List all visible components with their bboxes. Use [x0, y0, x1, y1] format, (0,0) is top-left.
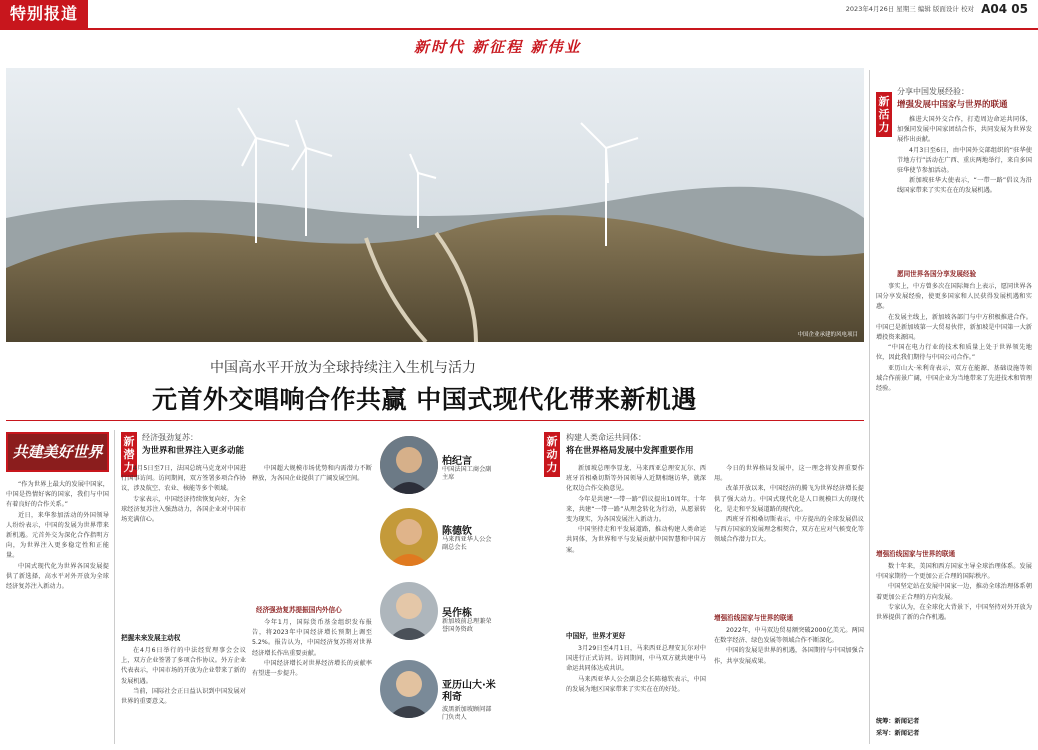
paragraph: 新加坡总理李显龙、马来西亚总理安瓦尔、西班牙首相桑切斯等外国领导人近期相继访华，就深化双边合作交换意见。: [566, 465, 706, 493]
paragraph: 4月5日至7日，法国总统马克龙对中国进行国事访问。访问期间，双方签署多项合作协议，涉及航空、农业、核能等多个领域。: [121, 465, 246, 493]
paragraph: 当前，国际社会正日益认识到中国发展对世界的重要意义。: [121, 687, 246, 706]
paragraph: “作为世界上最大的发展中国家，中国是热情好客的国家，我们与中国有着良好的合作关系。”: [6, 481, 109, 509]
paragraph: 事实上，中方曾多次在国际舞台上表示，愿同世界各国分享发展经验，使更多国家和人民获得发展机遇和实惠。: [876, 283, 1032, 311]
paragraph: 今日的世界格局发展中，这一理念将发挥重要作用。: [714, 465, 864, 483]
portrait-avatar: [380, 582, 438, 640]
photo-caption: 中国企业承建的风电项目: [797, 332, 858, 338]
momentum-title: 将在世界格局发展中发挥重要作用: [566, 446, 694, 456]
right-section-heading-2: 增强沿线国家与世界的联通: [876, 550, 956, 558]
paragraph: 3月29日至4月1日，马来西亚总理安瓦尔对中国进行正式访问。访问期间，中马双方就共建中马命运共同体达成共识。: [566, 645, 706, 673]
date-line: 2023年4月26日 星期三 编辑 版面设计 校对: [845, 5, 974, 13]
paragraph: 中国超大规模市场优势和内需潜力不断释放，为各国企业提供了广阔发展空间。: [252, 465, 372, 483]
paragraph: 专家表示，中国经济持续恢复向好，为全球经济复苏注入强劲动力，各国企业对中国市场充满信心。: [121, 495, 246, 524]
paragraph: 在4月6日举行的中法经贸理事会会议上，双方企业签署了多项合作协议。外方企业代表表示，中国市场的开放为企业带来了新的发展机遇。: [121, 647, 246, 685]
right-body: [897, 115, 1032, 267]
paragraph: 2022年，中马双边贸易额突破2000亿美元。两国在数字经济、绿色发展等领域合作不断深化。: [714, 627, 864, 645]
column-divider: [114, 430, 115, 744]
person-icon: [380, 508, 438, 566]
paragraph: 4月3日至6日，由中国外交部组织的“驻华使节地方行”活动在广西、重庆两地举行，来自多国驻华使节参加活动。: [897, 146, 1032, 175]
portrait-avatar: [380, 660, 438, 718]
potential-body-c: [121, 646, 246, 744]
momentum-body-a: [566, 464, 706, 622]
paragraph: 中国经济增长对世界经济增长的贡献率有望进一步提升。: [252, 659, 372, 678]
person-title: 中国法国工商会副主席: [442, 466, 492, 481]
wind-farm-image: [6, 68, 864, 342]
person-name: 陈德钦: [442, 526, 472, 537]
page-number: A04 05: [981, 2, 1028, 16]
paragraph: 近日，来华参加活动的外国领导人纷纷表示，中国的发展为世界带来新机遇。元首外交为深化合作指明方向，为世界注入更多稳定性和正能量。: [6, 511, 109, 560]
paragraph: 数十年来，美国和西方国家主导全球治理体系。发展中国家期待一个更加公正合理的国际秩序。: [876, 563, 1032, 581]
portrait-avatar: [380, 508, 438, 566]
person-name: 吴作栋: [442, 608, 472, 619]
left-body: [6, 480, 109, 742]
paragraph: 推进大国外交合作，打造周边命运共同体，加强同发展中国家团结合作，共同发展为世界发展作出贡献。: [897, 116, 1032, 144]
masthead: [0, 0, 1038, 30]
paragraph: 马来西亚华人公会副总会长陈德钦表示，中国的发展为地区国家带来了实实在在的好处。: [566, 675, 706, 693]
paragraph: 中国坚定站在发展中国家一边，推动全球治理体系朝着更加公正合理的方向发展。: [876, 583, 1032, 601]
column-divider: [869, 70, 870, 744]
paragraph: 中国的发展是世界的机遇，各国期待与中国加强合作，共享发展成果。: [714, 647, 864, 665]
momentum-kicker: 构建人类命运共同体：: [566, 433, 646, 442]
momentum-section-heading: 中国好，世界才更好: [566, 632, 626, 640]
section-tag: 特别报道: [0, 0, 88, 28]
potential-section-heading: 把握未来发展主动权: [121, 634, 181, 642]
potential-section-heading-2: 经济强劲复苏提振国内外信心: [256, 606, 342, 614]
paragraph: 新加坡驻华大使表示，“一带一路”倡议为沿线国家带来了实实在在的发展机遇。: [897, 177, 1032, 195]
paragraph: 中国式现代化为世界各国发展提供了新选择，高水平对外开放为全球经济复苏注入新动力。: [6, 562, 109, 591]
reporter-credit: 采写：新闻记者: [876, 730, 920, 737]
person-title: 马来西亚华人公会副总会长: [442, 536, 492, 551]
potential-title: 为世界和世界注入更多动能: [142, 446, 245, 456]
headline-rule: [6, 420, 864, 421]
right-kicker: 分享中国发展经验：: [897, 87, 969, 96]
person-icon: [380, 660, 438, 718]
campaign-logo: 共建美好世界: [6, 432, 109, 472]
tag-new-vitality: 新活力: [876, 92, 892, 137]
potential-kicker: 经济强劲复苏：: [142, 433, 198, 442]
paragraph: 西班牙首相桑切斯表示，中方提出的全球发展倡议与西方国家的发展理念相契合，双方在应对气候变化等领域合作潜力巨大。: [714, 516, 864, 544]
momentum-body-b: [566, 644, 706, 744]
person-name: 亚历山大·米利奇: [442, 680, 496, 703]
paragraph: 中国坚持走和平发展道路，推动构建人类命运共同体，为世界和平与发展贡献中国智慧和中国方案。: [566, 526, 706, 554]
potential-body-b: [252, 464, 372, 626]
paragraph: 专家认为，在全球化大背景下，中国坚持对外开放为世界提供了新的合作机遇。: [876, 603, 1032, 622]
momentum-body-c: [714, 464, 864, 606]
person-name: 柏纪言: [442, 456, 472, 467]
paragraph: “中国在电力行业的技术和质量上处于世界领先地位，因此我们期待与中国公司合作。”: [876, 344, 1032, 362]
right-body-2: [876, 282, 1032, 544]
right-title: 增强发展中国家与世界的联通: [897, 100, 1008, 110]
paragraph: 今年1月，国际货币基金组织发布报告，将2023年中国经济增长预期上调至5.2%。报告认为，中国经济复苏将对世界经济增长作出重要贡献。: [252, 619, 372, 657]
calligraphy-slogan: 新时代 新征程 新伟业: [414, 38, 582, 56]
paragraph: 今年是共建“一带一路”倡议提出10周年。十年来，共建“一带一路”从理念转化为行动，从愿景转变为现实，为各国发展注入新动力。: [566, 495, 706, 524]
person-icon: [380, 582, 438, 640]
editor-credit: 统筹：新闻记者: [876, 718, 920, 725]
masthead-rule: [0, 28, 1038, 30]
lead-photo: [6, 68, 864, 342]
right-section-heading: 愿同世界各国分享发展经验: [897, 270, 977, 278]
portrait-avatar: [380, 436, 438, 494]
right-body-3: [876, 562, 1032, 712]
potential-body-a: [121, 464, 246, 626]
tag-new-potential: 新潜力: [121, 432, 137, 477]
lead-headline: 元首外交唱响合作共赢 中国式现代化带来新机遇: [152, 385, 697, 414]
person-title: 波黑新加坡顾问部门负责人: [442, 706, 492, 721]
momentum-body-d: [714, 626, 864, 744]
paragraph: 改革开放以来，中国经济的腾飞为世界经济增长提供了强大动力。中国式现代化是人口规模巨大的现代化，是走和平发展道路的现代化。: [714, 485, 864, 513]
tag-new-momentum: 新动力: [544, 432, 560, 477]
potential-body-d: [252, 618, 372, 744]
lead-subtitle: 中国高水平开放为全球持续注入生机与活力: [210, 360, 476, 376]
paragraph: 亚历山大·米利奇表示，双方在能源、基础设施等领域合作前景广阔，中国企业为当地带来了先进技术和管理经验。: [876, 364, 1032, 393]
momentum-section-heading-2: 增强沿线国家与世界的联通: [714, 614, 794, 622]
person-title: 新加坡前总理兼荣誉国务资政: [442, 618, 492, 633]
paragraph: 在发展主线上，新加坡各部门与中方积极推进合作。中国已是新加坡第一大贸易伙伴，新加坡是中国第一大新增投资来源国。: [876, 313, 1032, 342]
person-icon: [380, 436, 438, 494]
